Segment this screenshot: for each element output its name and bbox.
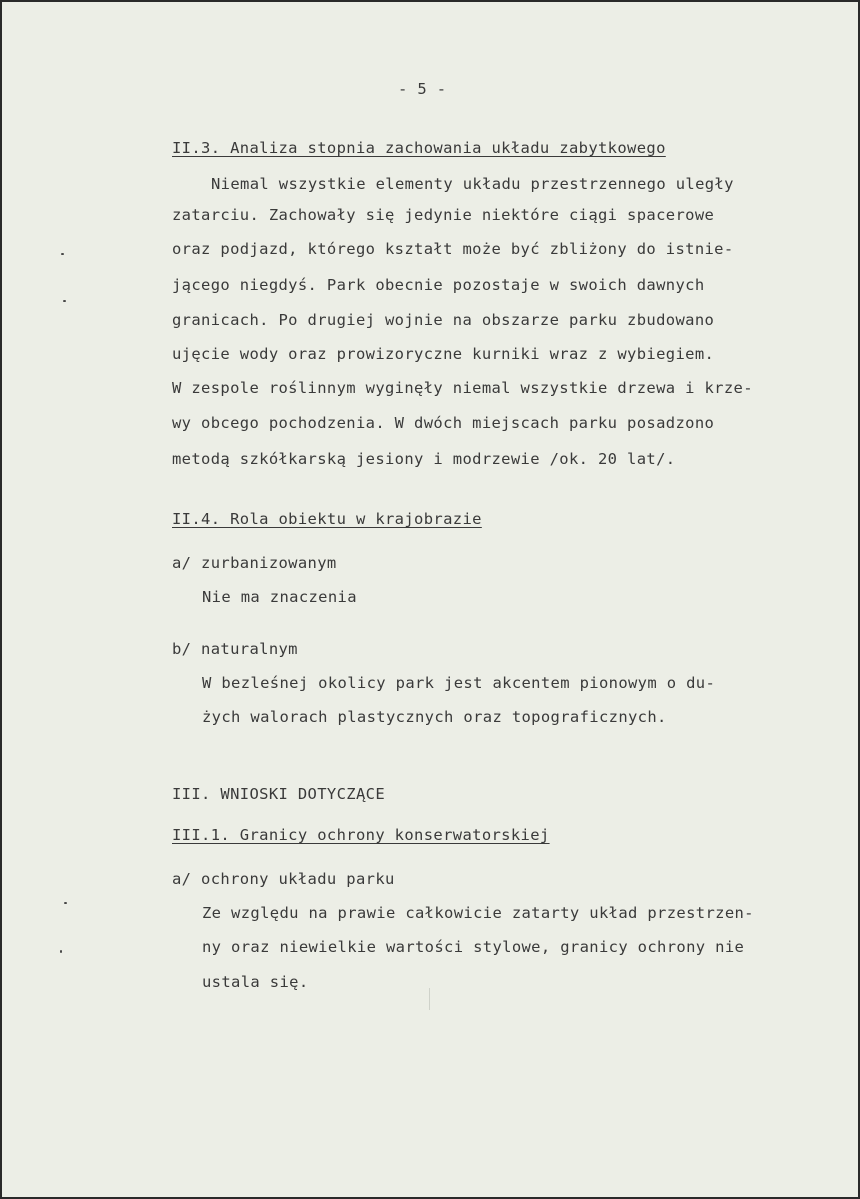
list-item-text: żych walorach plastycznych oraz topograficznych. — [202, 708, 667, 726]
paragraph-line: metodą szkółkarską jesiony i modrzewie /ok. 20 lat/. — [172, 450, 676, 468]
list-item-text: Ze względu na prawie całkowicie zatarty układ przestrzen- — [202, 904, 754, 922]
section-heading-II-4: II.4. Rola obiektu w krajobrazie — [172, 510, 482, 528]
paragraph-line: zatarciu. Zachowały się jedynie niektóre ciągi spacerowe — [172, 206, 715, 224]
paragraph-line: Niemal wszystkie elementy układu przestrzennego uległy — [211, 175, 734, 193]
section-heading-III-1: III.1. Granicy ochrony konserwatorskiej — [172, 826, 550, 844]
paragraph-line: granicach. Po drugiej wojnie na obszarze parku zbudowano — [172, 311, 715, 329]
list-item-text: ny oraz niewielkie wartości stylowe, granicy ochrony nie — [202, 938, 745, 956]
list-item-text: W bezleśnej okolicy park jest akcentem pionowym o du- — [202, 674, 716, 692]
scan-speck — [63, 300, 66, 302]
list-item-text: ustala się. — [202, 973, 309, 991]
section-heading-III: III. WNIOSKI DOTYCZĄCE — [172, 785, 385, 803]
paragraph-line: wy obcego pochodzenia. W dwóch miejscach parku posadzono — [172, 414, 715, 432]
list-item-label: a/ zurbanizowanym — [172, 554, 337, 572]
paragraph-line: oraz podjazd, którego kształt może być zbliżony do istnie- — [172, 240, 734, 258]
page-number: - 5 - — [398, 80, 447, 98]
scan-speck — [429, 988, 430, 1010]
scan-speck — [60, 950, 62, 953]
list-item-text: Nie ma znaczenia — [202, 588, 357, 606]
list-item-label: b/ naturalnym — [172, 640, 298, 658]
list-item-label: a/ ochrony układu parku — [172, 870, 395, 888]
paragraph-line: W zespole roślinnym wyginęły niemal wszystkie drzewa i krze- — [172, 379, 753, 397]
paragraph-line: jącego niegdyś. Park obecnie pozostaje w swoich dawnych — [172, 276, 705, 294]
scan-speck — [64, 902, 67, 904]
section-heading-II-3: II.3. Analiza stopnia zachowania układu zabytkowego — [172, 139, 666, 157]
scan-speck — [61, 253, 64, 255]
paragraph-line: ujęcie wody oraz prowizoryczne kurniki wraz z wybiegiem. — [172, 345, 715, 363]
